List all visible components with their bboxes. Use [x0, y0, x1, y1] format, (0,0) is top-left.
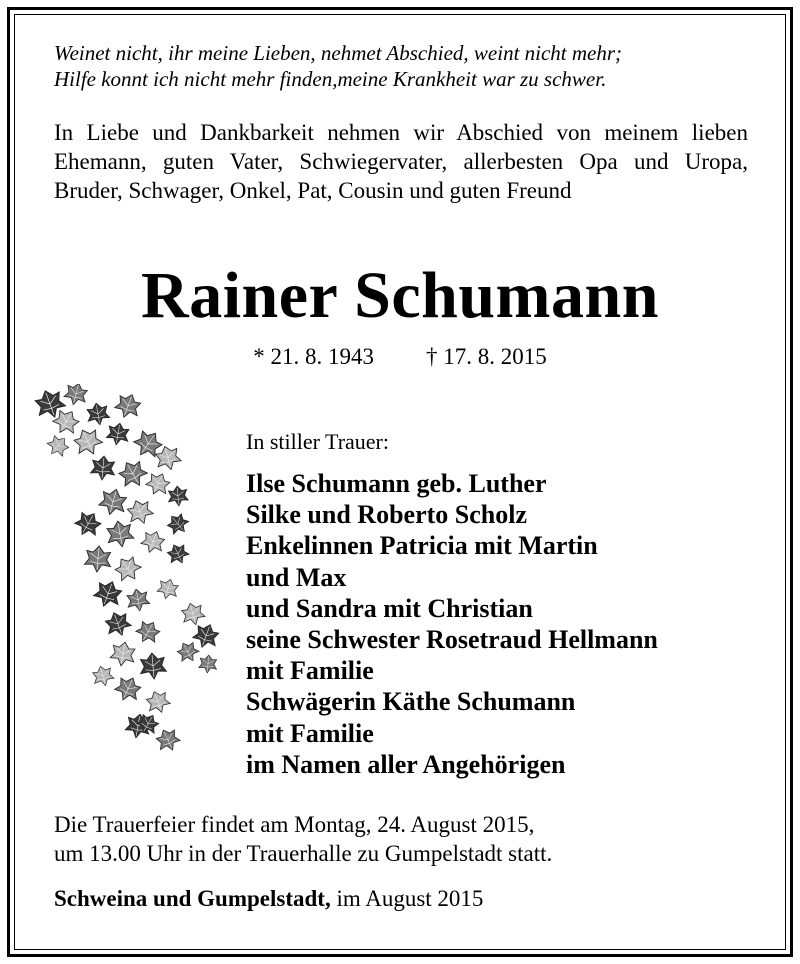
ivy-leaf — [156, 577, 180, 601]
ivy-leaf — [164, 510, 192, 538]
ivy-leaf — [84, 545, 112, 573]
mourners-list — [246, 468, 658, 780]
ivy-leaf — [63, 384, 90, 407]
ivy-leaf — [191, 621, 222, 652]
ivy-leaf — [144, 688, 172, 716]
mourner-line: mit Familie — [246, 718, 374, 748]
ivy-leaf — [139, 652, 167, 680]
mourning-label: In stiller Trauer: — [246, 429, 389, 454]
funeral-service-info — [54, 810, 552, 868]
verse — [54, 40, 764, 92]
life-dates — [0, 342, 800, 372]
ivy-leaf — [105, 519, 135, 549]
place-date — [54, 884, 483, 913]
ivy-leaf — [85, 401, 110, 426]
ivy-leaf — [90, 455, 116, 481]
ivy-leaf — [198, 654, 218, 674]
ivy-leaf — [91, 577, 124, 610]
ivy-leaf — [91, 664, 115, 688]
ivy-leaf — [113, 391, 144, 422]
ivy-leaf — [97, 486, 129, 518]
mourner-line: seine Schwester Rosetraud Hellmann — [246, 625, 658, 655]
intro-text: In Liebe und Dankbarkeit nehmen wir Abschied von meinem lieben Ehemann, guten Vater, Schwiegervater, allerbesten Opa und Uropa, Bruder, Schwager, Onkel, Pat, Cousin und guten Freund — [54, 120, 748, 203]
mourner-line: Schwägerin Käthe Schumann — [246, 687, 576, 717]
service-line-2: um 13.00 Uhr in der Trauerhalle zu Gumpelstadt statt. — [54, 841, 553, 866]
ivy-leaf — [71, 425, 106, 460]
ivy-leaf — [143, 469, 172, 498]
mourner-line: und Sandra mit Christian — [246, 593, 533, 623]
ivy-leaf — [167, 485, 189, 507]
ivy-leaf — [109, 640, 137, 668]
ivy-leaf — [112, 673, 144, 705]
place-month: im August 2015 — [330, 886, 484, 911]
ivy-leaf — [44, 432, 72, 460]
ivy-leaf — [180, 601, 207, 628]
ivy-leaf — [105, 421, 130, 446]
deceased-name: Rainer Schumann — [141, 259, 659, 332]
ivy-leaf — [125, 587, 150, 612]
death-date: † 17. 8. 2015 — [426, 344, 547, 369]
birth-date: * 21. 8. 1943 — [253, 344, 374, 369]
ivy-leaf — [103, 609, 134, 640]
ivy-leaf — [133, 617, 163, 647]
ivy-leaf — [125, 497, 156, 528]
mourner-line: mit Familie — [246, 656, 374, 686]
ivy-leaf — [153, 725, 182, 754]
mourner-line: und Max — [246, 562, 347, 592]
service-line-1: Die Trauerfeier findet am Montag, 24. August 2015, — [54, 812, 535, 837]
ivy-vine-icon — [28, 384, 228, 756]
mourner-line: Ilse Schumann geb. Luther — [246, 469, 547, 498]
verse-line-1: Weinet nicht, ihr meine Lieben, nehmet Abschied, weint nicht mehr; — [54, 41, 623, 65]
ivy-leaf — [115, 456, 151, 492]
ivy-leaf — [174, 638, 201, 665]
mourner-line: Enkelinnen Patricia mit Martin — [246, 531, 598, 561]
ivy-leaf — [72, 508, 105, 541]
ivy-leaf — [165, 541, 192, 568]
mourner-line: Silke und Roberto Scholz — [246, 500, 527, 530]
ivy-leaf — [111, 552, 144, 585]
ivy-leaf — [139, 528, 167, 556]
mourner-line: im Namen aller Angehörigen — [246, 749, 566, 779]
verse-line-2: Hilfe konnt ich nicht mehr finden,meine Krankheit war zu schwer. — [54, 67, 607, 91]
place-name: Schweina und Gumpelstadt, — [54, 886, 331, 911]
